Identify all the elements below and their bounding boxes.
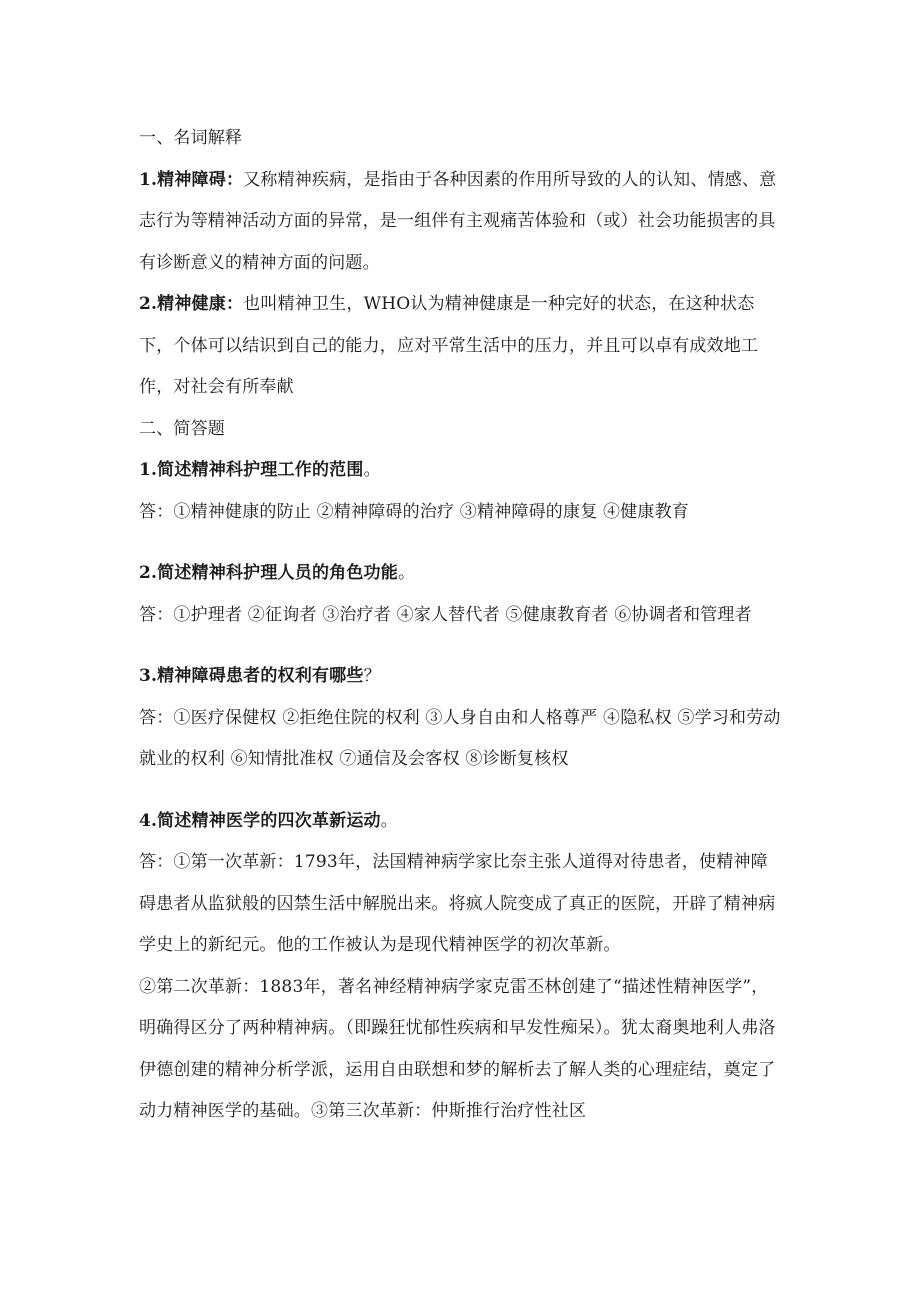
spacer [139,533,784,553]
question-text: 简述精神医学的四次革新运动 [157,810,381,831]
document-body [139,118,784,1133]
section-heading-2: 二、简答题 [139,418,225,439]
question-number: 1. [139,460,158,480]
question-2 [139,553,784,595]
term-separator: ： [225,294,244,314]
term-definition-1 [139,160,784,285]
question-number: 4. [139,810,158,831]
question-number: 3. [139,666,158,686]
question-3 [139,656,784,698]
question-end: 。 [397,563,416,583]
answer-3: 答：①医疗保健权 ②拒绝住院的权利 ③人身自由和人格尊严 ④隐私权 ⑤学习和劳动就业的权利 ⑥知情批准权 ⑦通信及会客权 ⑧诊断复核权 [139,707,781,769]
answer-4-continued: ②第二次革新：1883年，著名神经精神病学家克雷丕林创建了“描述性精神医学”，明确得区分了两种精神病。（即躁狂忧郁性疾病和早发性痴呆）。犹太裔奥地利人弗洛伊德创建的精神分析学派，运用自由联想和梦的解析去了解人类的心理症结，奠定了动力精神医学的基础。③第三次革新：仲斯推行治疗性社区 [139,976,776,1121]
question-end: 。 [380,810,398,831]
term-number: 2. [139,294,158,314]
term-text: 也叫精神卫生，WHO认为精神健康是一种完好的状态，在这种状态下，个体可以结识到自己的能力，应对平常生活中的压力，并且可以卓有成效地工作，对社会有所奉献 [139,294,759,397]
answer-2: 答：①护理者 ②征询者 ③治疗者 ④家人替代者 ⑤健康教育者 ⑥协调者和管理者 [139,604,752,625]
answer-4: 答：①第一次革新：1793年，法国精神病学家比奈主张人道得对待患者，使精神障碍患者从监狱般的囚禁生活中解脱出来。将疯人院变成了真正的医院，开辟了精神病学史上的新纪元。他的工作被认为是现代精神医学的初次革新。 [139,852,776,955]
question-text: 简述精神科护理人员的角色功能 [157,563,398,583]
term-separator: ： [225,169,244,190]
term-definition-2 [139,284,784,409]
question-number: 2. [139,563,158,583]
question-end: 。 [363,460,381,480]
question-end: ？ [363,666,381,686]
question-text: 简述精神科护理工作的范围 [157,460,364,480]
term-text: 又称精神疾病，是指由于各种因素的作用所导致的人的认知、情感、意志行为等精神活动方面的异常，是一组伴有主观痛苦体验和（或）社会功能损害的具有诊断意义的精神方面的问题。 [139,169,777,273]
question-text: 精神障碍患者的权利有哪些 [157,666,364,686]
term-name: 精神健康 [157,294,226,314]
spacer [139,781,784,801]
term-number: 1. [139,169,158,190]
spacer [139,636,784,656]
question-1 [139,450,784,492]
section-heading-1: 一、名词解释 [139,128,243,148]
question-4 [139,801,784,843]
term-name: 精神障碍 [157,169,226,190]
answer-1: 答：①精神健康的防止 ②精神障碍的治疗 ③精神障碍的康复 ④健康教育 [139,501,690,522]
